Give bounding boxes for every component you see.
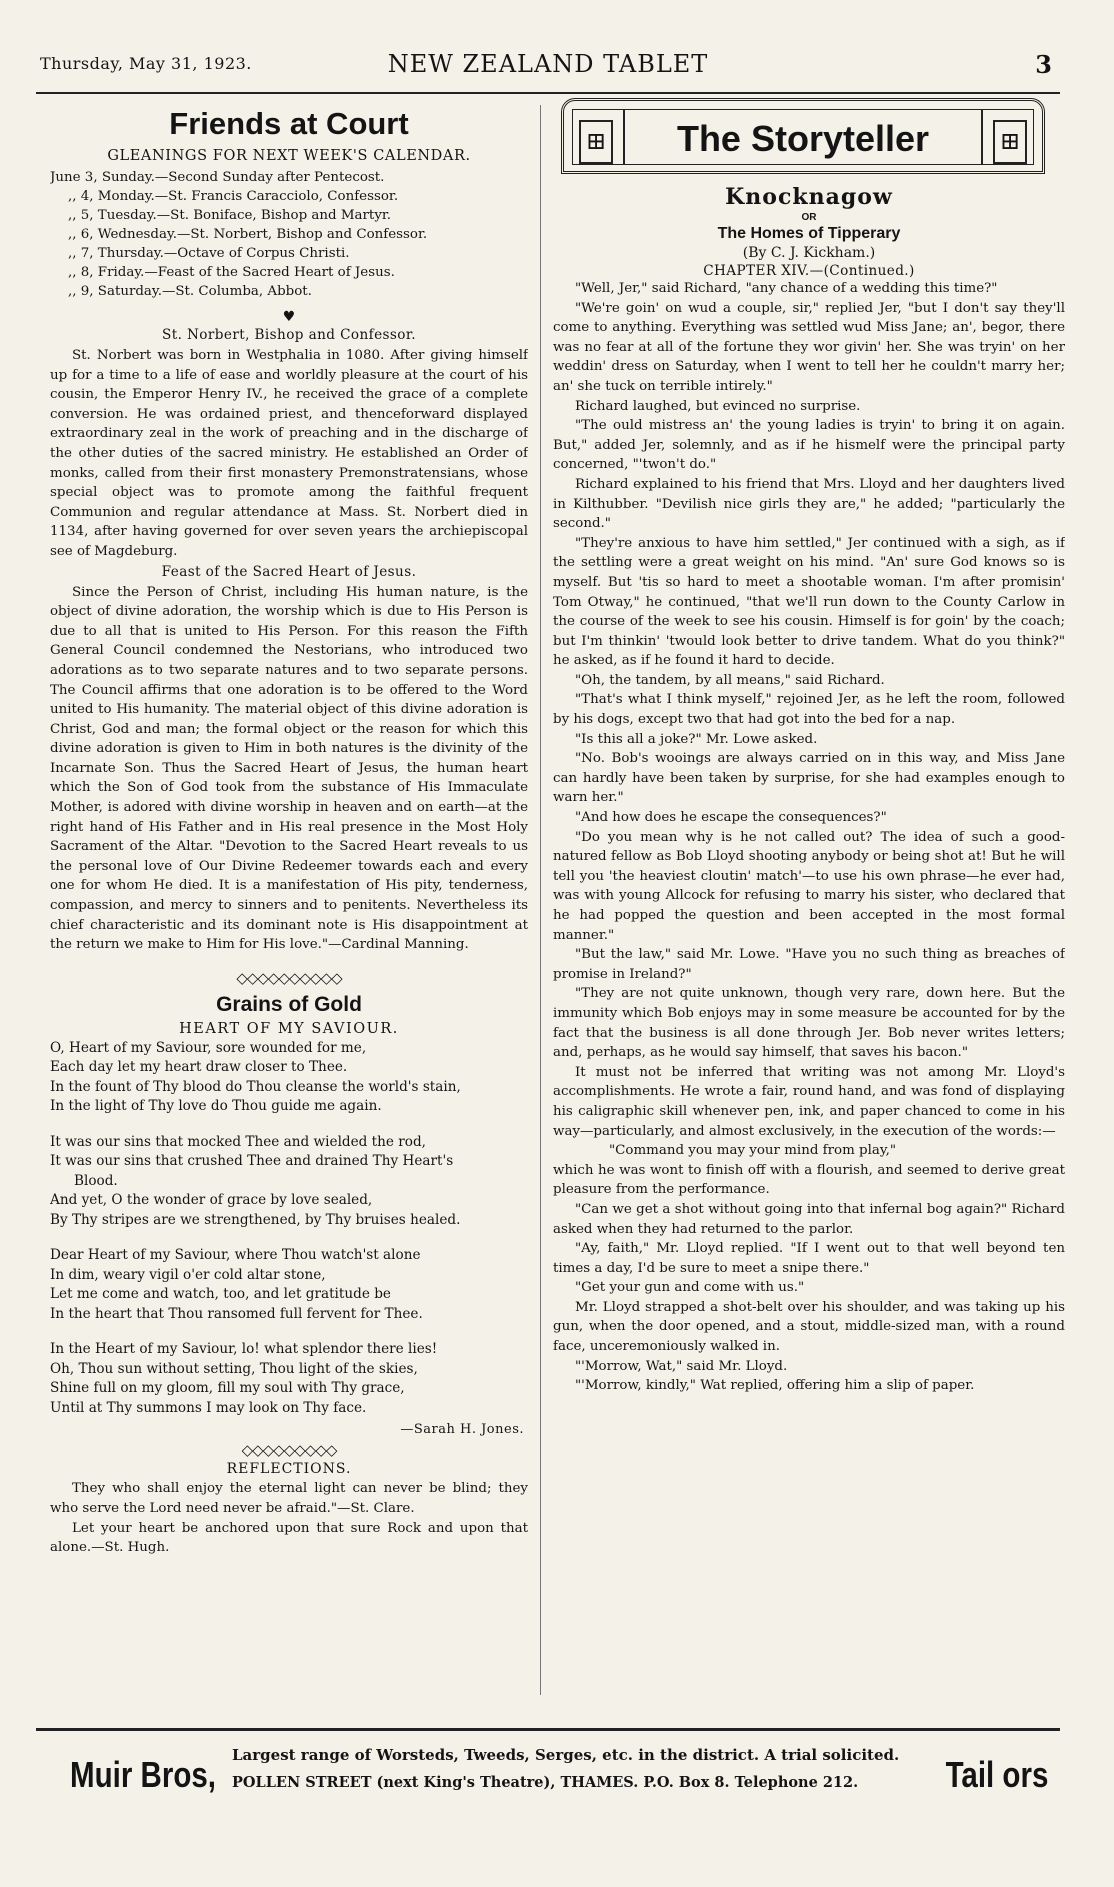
poem-line: And yet, O the wonder of grace by love sealed, <box>50 1192 373 1209</box>
story-paragraph: "And how does he escape the consequences?" <box>575 810 887 826</box>
poem-line: Let me come and watch, too, and let gratitude be <box>50 1286 391 1303</box>
calendar-title: GLEANINGS FOR NEXT WEEK'S CALENDAR. <box>107 148 471 164</box>
poem-line: Each day let my heart draw closer to Thee. <box>50 1059 348 1076</box>
ad-address: POLLEN STREET (next King's Theatre), THAMES. P.O. Box 8. Telephone 212. <box>232 1774 859 1791</box>
story-paragraph: "'Morrow, kindly," Wat replied, offering him a slip of paper. <box>575 1378 975 1394</box>
poem-signature: —Sarah H. Jones. <box>400 1422 524 1438</box>
story-paragraph: "Oh, the tandem, by all means," said Richard. <box>575 672 885 688</box>
masthead <box>36 48 1060 88</box>
issue-date: Thursday, May 31, 1923. <box>40 54 252 73</box>
calendar-list <box>50 168 528 301</box>
reflections-title: REFLECTIONS. <box>226 1461 352 1478</box>
story-paragraph: Mr. Lloyd strapped a shot-belt over his shoulder, and was taking up his gun, when the door opened, and a stout, middle-sized man, with a round face, unceremoniously walked in. <box>553 1299 1065 1355</box>
story-subtitle: The Homes of Tipperary <box>717 225 901 242</box>
story-paragraph: "They're anxious to have him settled," Jer continued with a sigh, as if the settling were a great weight on his mind. "An' sure God knows so is myself. But 'tis so hard to meet a shootable woman. I'm after promisin' Tom Otway," he continued, "that we'll run down to the County Carlow in the course of the week to see his cousin. Himself is for goin' by the coach; but I'm thinkin' 'twould look better to drive tandem. What do you think?" he asked, as if he found it hard to decide. <box>553 535 1065 669</box>
story-paragraph: "Is this all a joke?" Mr. Lowe asked. <box>575 731 818 747</box>
story-paragraph: "That's what I think myself," rejoined Jer, as he left the room, followed by his dogs, except two that had got into the bed for a nap. <box>553 692 1065 728</box>
column-separator <box>540 105 541 1695</box>
poem-line: In the light of Thy love do Thou guide me again. <box>50 1098 382 1115</box>
poem-line: In dim, weary vigil o'er cold altar stone, <box>50 1266 326 1283</box>
heart-ornament-icon: ♥ <box>282 309 296 325</box>
story-paragraph: "Do you mean why is he not called out? The idea of such a good-natured fellow as Bob Lloyd shooting anybody or being shot at! But he will tell you 'the heaviest cloutin' match'—to use his own phrase—he ever had, was with young Allcock for refusing to marry his sister, who declared that he had popped the question and been accepted in the most formal manner." <box>553 829 1065 943</box>
poem-line: In the fount of Thy blood do Thou cleanse the world's stain, <box>50 1078 461 1095</box>
calendar-entry: ,, 4, Monday.—St. Francis Caracciolo, Confessor. <box>68 189 399 204</box>
reflection-text: Let your heart be anchored upon that sure Rock and upon that alone.—St. Hugh. <box>50 1520 528 1556</box>
storyteller-banner <box>561 98 1045 174</box>
masthead-rule <box>36 92 1060 94</box>
poem-line: Oh, Thou sun without setting, Thou light of the skies, <box>50 1360 418 1377</box>
calendar-entry: June 3, Sunday.—Second Sunday after Pentecost. <box>50 170 385 185</box>
poem-line: Dear Heart of my Saviour, where Thou watch'st alone <box>50 1247 421 1264</box>
left-column <box>50 100 528 1700</box>
poem-line: In the heart that Thou ransomed full fervent for Thee. <box>50 1305 423 1322</box>
story-paragraph: Richard laughed, but evinced no surprise. <box>575 398 861 414</box>
norbert-heading: St. Norbert, Bishop and Confessor. <box>162 327 416 343</box>
poem-line: It was our sins that crushed Thee and drained Thy Heart's <box>50 1153 454 1170</box>
story-paragraph: Richard explained to his friend that Mrs. Lloyd and her daughters lived in Kilthubber. "Devilish nice girls they are," he added; "particularly the second." <box>553 476 1065 532</box>
calendar-entry: ,, 6, Wednesday.—St. Norbert, Bishop and Confessor. <box>68 227 428 242</box>
story-title: Knocknagow <box>725 184 893 210</box>
calendar-entry: ,, 9, Saturday.—St. Columba, Abbot. <box>68 284 312 299</box>
poem-stanza <box>50 1133 528 1231</box>
poem-line: Shine full on my gloom, fill my soul with Thy grace, <box>50 1380 405 1397</box>
dingbat-divider: ◇◇◇◇◇◇◇◇◇◇ <box>236 968 342 987</box>
banner-divider <box>981 110 983 164</box>
story-paragraph: "'Morrow, Wat," said Mr. Lloyd. <box>575 1358 788 1374</box>
ornament-box-icon: ⊞ <box>993 120 1027 164</box>
page-number: 3 <box>1035 50 1052 79</box>
calendar-entry: ,, 8, Friday.—Feast of the Sacred Heart of Jesus. <box>68 265 395 280</box>
friends-at-court-title: Friends at Court <box>169 106 409 141</box>
story-paragraph: "But the law," said Mr. Lowe. "Have you no such thing as breaches of promise in Ireland?" <box>553 947 1065 982</box>
story-paragraph: It must not be inferred that writing was not among Mr. Lloyd's accomplishments. He wrote a fair, round hand, and was fond of displaying his caligraphic skill whenever pen, ink, and paper chanced to come in his way—particularly, and almost exclusively, in the execution of the words:— <box>553 1064 1065 1139</box>
poem-stanza <box>50 1039 528 1117</box>
story-paragraph: "Ay, faith," Mr. Lloyd replied. "If I went out to that well beyond ten times a day, I'd be sure to meet a snipe there." <box>553 1241 1065 1276</box>
storyteller-title: The Storyteller <box>676 118 930 159</box>
story-paragraph: "Can we get a shot without going into that infernal bog again?" Richard asked when they had returned to the parlor. <box>553 1201 1065 1237</box>
poem-stanza <box>50 1340 528 1418</box>
advertisement <box>36 1736 1060 1816</box>
poem-line: O, Heart of my Saviour, sore wounded for me, <box>50 1039 367 1056</box>
ad-tagline: Largest range of Worsteds, Tweeds, Serges, etc. in the district. A trial solicited. <box>232 1746 900 1764</box>
reflection-text: They who shall enjoy the eternal light can never be blind; they who serve the Lord need never be afraid."—St. Clare. <box>50 1481 528 1516</box>
sacred-heart-heading: Feast of the Sacred Heart of Jesus. <box>161 563 417 580</box>
story-paragraph: "No. Bob's wooings are always carried on in this way, and Miss Jane can hardly have been taken by surprise, for she had examples enough to warn her." <box>553 751 1065 806</box>
norbert-text: St. Norbert was born in Westphalia in 1080. After giving himself up for a time to a life of ease and worldly pleasure at the court of his cousin, the Emperor Henry IV., he received the grace of a complete conversion. He was ordained priest, and thenceforward displayed extraordinary zeal in the work of preaching and in the discharge of the other duties of the sacred ministry. He established an Order of monks, called from their first monastery Premonstratensians, whose special object was to promote among the faithful frequent Communion and regular attendance at Mass. St. Norbert died in 1134, after having governed for over seven years the archiepiscopal see of Magdeburg. <box>50 348 528 559</box>
poem-title: HEART OF MY SAVIOUR. <box>179 1020 399 1037</box>
story-byline: (By C. J. Kickham.) <box>742 245 876 261</box>
poem-stanza <box>50 1246 528 1324</box>
story-paragraph: "The ould mistress an' the young ladies is tryin' to bring it on again. But," added Jer, solemnly, and as if he hismelf were the principal party concerned, "'twon't do." <box>553 418 1065 473</box>
story-paragraph: "Well, Jer," said Richard, "any chance of a wedding this time?" <box>575 281 998 296</box>
dingbat-divider-small: ◇◇◇◇◇◇◇◇◇ <box>241 1441 337 1460</box>
poem-line: In the Heart of my Saviour, lo! what splendor there lies! <box>50 1341 438 1358</box>
right-column <box>553 98 1065 1698</box>
ad-trade: Tail ors <box>945 1754 1048 1795</box>
poem-line: Until at Thy summons I may look on Thy face. <box>50 1399 367 1416</box>
grains-of-gold-title: Grains of Gold <box>216 992 362 1016</box>
story-paragraph: "They are not quite unknown, though very rare, down here. But the immunity which Bob enjoys may in some measure be accounted for by the fact that the business is all done through Jer. Bob never writes letters; and, perhaps, as he would say himself, that saves his bacon." <box>553 986 1065 1061</box>
ad-brand: Muir Bros, <box>70 1754 216 1795</box>
story-or: OR <box>801 212 817 223</box>
poem-line: Blood. <box>74 1172 118 1189</box>
sacred-heart-text: Since the Person of Christ, including His human nature, is the object of divine adoration, the worship which is due to His Person is due to all that is united to His Person. For this reason the Fifth General Council condemned the Nestorians, who introduced two adorations as to two separate natures and to two separate persons. The Council affirms that one adoration is to be offered to the Word united to His humanity. The material object of this divine adoration is Christ, God and man; the formal object or the reason for which this divine adoration is given to Him in both natures is the divinity of the Incarnate Son. Thus the Sacred Heart of Jesus, the human heart which the Son of God took from the substance of His Immaculate Mother, is adored with divine worship in heaven and on earth—at the right hand of His Father and in His real presence in the Most Holy Sacrament of the Altar. "Devotion to the Sacred Heart reveals to us the personal love of Our Divine Redeemer towards each and every one for whom He died. It is a manifestation of His pity, tenderness, compassion, and mercy to sinners and to penitents. Nevertheless its chief characteristic and its dominant note is His disappointment at the return we make to Him for His love."—Cardinal Manning. <box>50 584 528 953</box>
footer-rule <box>36 1728 1060 1731</box>
ornament-box-icon: ⊞ <box>579 120 613 164</box>
calendar-entry: ,, 5, Tuesday.—St. Boniface, Bishop and Martyr. <box>68 208 392 223</box>
story-chapter: CHAPTER XIV.—(Continued.) <box>703 263 915 279</box>
banner-divider <box>623 110 625 164</box>
banner-frame <box>572 109 1034 165</box>
story-quote: "Command you may your mind from play," <box>609 1143 897 1159</box>
story-paragraph: "Get your gun and come with us." <box>575 1280 805 1296</box>
story-paragraph: which he was wont to finish off with a flourish, and seemed to derive great pleasure from the performance. <box>553 1162 1065 1198</box>
calendar-entry: ,, 7, Thursday.—Octave of Corpus Christi. <box>68 246 350 261</box>
poem-line: It was our sins that mocked Thee and wielded the rod, <box>50 1133 426 1150</box>
newspaper-title: NEW ZEALAND TABLET <box>387 50 709 78</box>
story-paragraph: "We're goin' on wud a couple, sir," replied Jer, "but I don't say they'll come to anything. Everything was settled wud Miss Jane; an', begor, there was no fear at all of the fortune they wor givin' her. She was tryin' on her weddin' dress on Saturday, when I went to tell her he couldn't marry her; an' she tuck on terrible intirely." <box>553 300 1065 394</box>
poem-line: By Thy stripes are we strengthened, by Thy bruises healed. <box>50 1211 461 1228</box>
